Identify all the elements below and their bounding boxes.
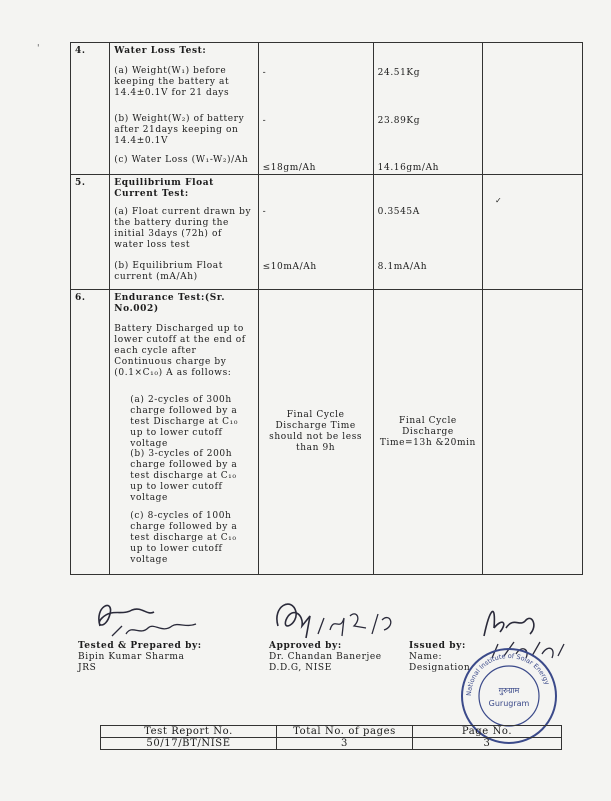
report-value-cell: 3 bbox=[277, 738, 413, 750]
item-description: (a) Float current drawn by the battery during the initial 3days (72h) of water loss test bbox=[114, 207, 252, 250]
row-remarks bbox=[483, 290, 583, 575]
approved-by-name: Dr. Chandan Banerjee bbox=[269, 652, 382, 662]
subitem: (a) 2-cycles of 300h charge followed by a test Discharge at C₁₀ up to lower cutoff voltage bbox=[130, 395, 239, 449]
item-description: (a) Weight(W₁) before keeping the battery at 14.4±0.1V for 21 days bbox=[114, 66, 230, 98]
item-description: (b) Equilibrium Float current (mA/Ah) bbox=[114, 261, 223, 282]
margin-mark: ' bbox=[37, 44, 40, 54]
row-remarks bbox=[483, 43, 583, 175]
row-requirement bbox=[258, 175, 373, 290]
row-number: 4. bbox=[71, 43, 110, 175]
item-requirement: - bbox=[262, 68, 267, 78]
approved-signature bbox=[272, 596, 402, 646]
stamp-ring-text: National Institute of Solar Energy bbox=[464, 651, 552, 697]
table-row bbox=[101, 726, 562, 738]
row-description bbox=[110, 290, 258, 575]
row-heading: Water Loss Test: bbox=[114, 46, 207, 56]
item-description: (c) Water Loss (W₁-W₂)/Ah bbox=[114, 155, 249, 165]
report-header-cell: Page No. bbox=[413, 726, 562, 738]
approved-by-label: Approved by: bbox=[269, 641, 342, 651]
row-remarks bbox=[483, 175, 583, 290]
row-number: 6. bbox=[71, 290, 110, 575]
tested-by-designation: JRS bbox=[78, 663, 97, 673]
table-row bbox=[101, 738, 562, 750]
report-value-cell: 3 bbox=[413, 738, 562, 750]
row-requirement bbox=[258, 43, 373, 175]
tested-by-block bbox=[78, 641, 202, 674]
subitem: (b) 3-cycles of 200h charge followed by a test discharge at C₁₀ up to lower cutoff voltage bbox=[130, 449, 238, 503]
approved-by-block bbox=[269, 641, 382, 674]
row-description bbox=[110, 175, 258, 290]
tested-by-name: Bipin Kumar Sharma bbox=[78, 652, 185, 662]
table-row bbox=[71, 290, 583, 575]
report-info-table bbox=[100, 725, 562, 750]
row-heading: Equilibrium Float Current Test: bbox=[114, 178, 214, 199]
item-observation: 0.3545A bbox=[377, 207, 420, 217]
row-intro: Battery Discharged up to lower cutoff at the end of each cycle after Continuous charge by (0.1×C₁₀) A as follows: bbox=[114, 324, 246, 378]
row-observation bbox=[373, 43, 483, 175]
item-observation: 8.1mA/Ah bbox=[377, 262, 428, 272]
item-observation: 23.89Kg bbox=[377, 116, 421, 126]
check-mark: ✓ bbox=[495, 196, 502, 205]
item-requirement: ≤18gm/Ah bbox=[262, 163, 317, 173]
stamp-center-text: Gurugram bbox=[488, 699, 530, 708]
row-heading: Endurance Test:(Sr. No.002) bbox=[114, 293, 226, 314]
stamp-top-text: गुरुग्राम bbox=[498, 686, 520, 695]
item-description: (b) Weight(W₂) of battery after 21days keeping on 14.4±0.1V bbox=[114, 114, 245, 146]
tested-by-label: Tested & Prepared by: bbox=[78, 641, 202, 651]
row-number: 5. bbox=[71, 175, 110, 290]
issued-by-name: Name: bbox=[409, 652, 443, 662]
test-results-table bbox=[70, 42, 583, 575]
row-observation bbox=[373, 175, 483, 290]
item-requirement: - bbox=[262, 207, 267, 217]
subitem: (c) 8-cycles of 100h charge followed by a test discharge at C₁₀ up to lower cutoff voltage bbox=[130, 511, 238, 565]
table-row bbox=[71, 43, 583, 175]
item-observation: Final Cycle Discharge Time=13h &20min bbox=[379, 415, 476, 448]
tested-signature bbox=[92, 596, 202, 641]
item-observation: 14.16gm/Ah bbox=[377, 163, 440, 173]
item-requirement: - bbox=[262, 116, 267, 126]
row-observation bbox=[373, 290, 483, 575]
row-description bbox=[110, 43, 258, 175]
approved-by-designation: D.D.G, NISE bbox=[269, 663, 332, 673]
report-header-cell: Test Report No. bbox=[101, 726, 277, 738]
item-requirement: Final Cycle Discharge Time should not be less than 9h bbox=[269, 410, 363, 453]
issued-by-designation: Designation bbox=[409, 663, 471, 673]
row-requirement bbox=[258, 290, 373, 575]
table-row bbox=[71, 175, 583, 290]
report-header-cell: Total No. of pages bbox=[277, 726, 413, 738]
issued-by-label: Issued by: bbox=[409, 641, 466, 651]
report-value-cell: 50/17/BT/NISE bbox=[101, 738, 277, 750]
item-requirement: ≤10mA/Ah bbox=[262, 262, 317, 272]
item-observation: 24.51Kg bbox=[377, 68, 421, 78]
